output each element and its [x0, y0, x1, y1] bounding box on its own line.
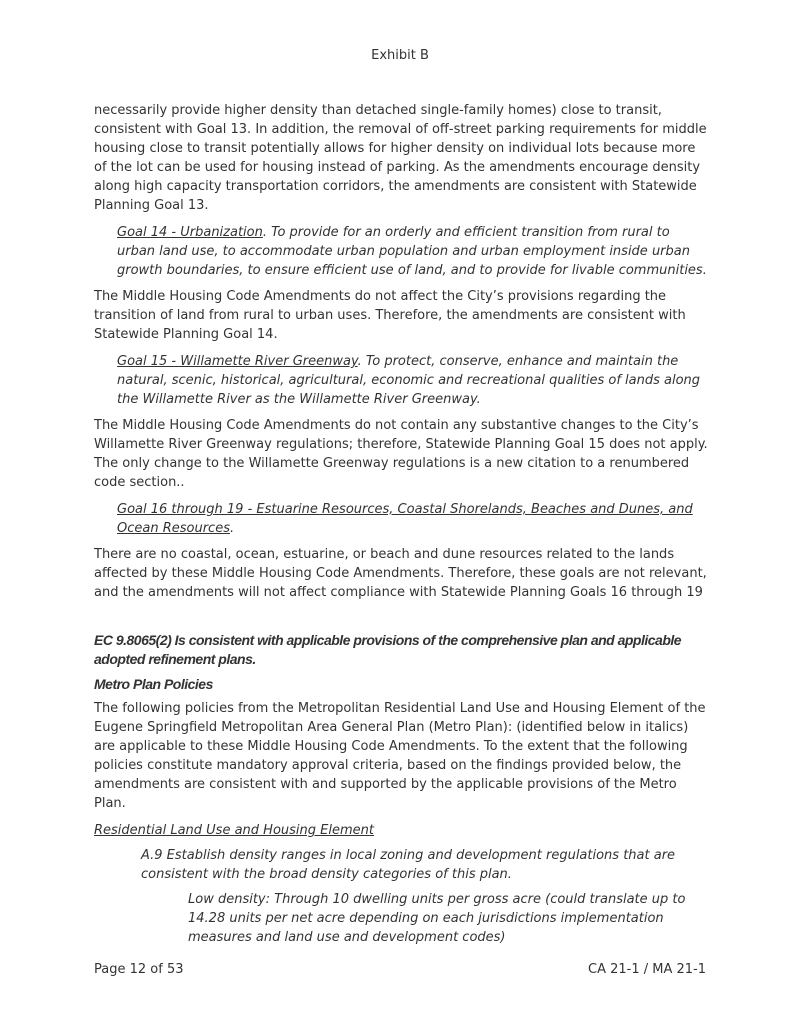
goal-16-19-title: Goal 16 through 19 - Estuarine Resources, Coastal Shorelands, Beaches and Dunes, and Ocean Resources	[117, 502, 693, 536]
paragraph-metro-intro: The following policies from the Metropolitan Residential Land Use and Housing Element of the Eugene Springfield Metropolitan Area General Plan (Metro Plan): (identified below in italics) are applicable to these Middle Housing Code Amendments. To the extent that the following policies constitute mandatory approval criteria, based on the findings provided below, the amendments are consistent with and supported by the applicable provisions of the Metro Plan.	[94, 701, 706, 811]
paragraph-goal16-19-findings: There are no coastal, ocean, estuarine, or beach and dune resources related to the lands affected by these Middle Housing Code Amendments. Therefore, these goals are not relevant, and the amendments will not affect compliance with Statewide Planning Goals 16 through 19	[94, 547, 707, 600]
policy-a9: A.9 Establish density ranges in local zoning and development regulations that are consistent with the broad density categories of this plan.	[141, 848, 676, 882]
low-density-definition: Low density: Through 10 dwelling units per gross acre (could translate up to 14.28 units per net acre depending on each jurisdictions implementation measures and land use and development codes)	[188, 892, 686, 945]
goal-16-19-quote	[117, 500, 710, 538]
paragraph-goal14-findings: The Middle Housing Code Amendments do not affect the City’s provisions regarding the transition of land from rural to urban uses. Therefore, the amendments are consistent with Statewide Planning Goal 14.	[94, 289, 686, 342]
page-number: Page 12 of 53	[94, 962, 184, 977]
section-heading-metro: Metro Plan Policies	[94, 676, 213, 692]
goal-15-text: . To protect, conserve, enhance and maintain the natural, scenic, historical, agricultural, economic and recreational qualities of lands along the Willamette River as the Willamette River Greenway.	[117, 354, 701, 407]
document-reference: CA 21-1 / MA 21-1	[588, 962, 706, 977]
goal-14-text: . To provide for an orderly and efficient transition from rural to urban land use, to accommodate urban population and urban employment inside urban growth boundaries, to ensure efficient use of land, and to provide for livable communities.	[117, 225, 707, 278]
section-heading-ec: EC 9.8065(2) Is consistent with applicable provisions of the comprehensive plan and applicable adopted refinement plans.	[94, 632, 682, 667]
paragraph-goal15-findings: The Middle Housing Code Amendments do not contain any substantive changes to the City’s Willamette River Greenway regulations; therefore, Statewide Planning Goal 15 does not apply. The only change to the Willamette Greenway regulations is a new citation to a renumbered code section..	[94, 418, 708, 490]
paragraph-goal13-findings: necessarily provide higher density than detached single-family homes) close to transit, consistent with Goal 13. In addition, the removal of off-street parking requirements for middle housing close to transit potentially allows for higher density on individual lots because more of the lot can be used for housing instead of parking. As the amendments encourage density along high capacity transportation corridors, the amendments are consistent with Statewide Planning Goal 13.	[94, 103, 707, 213]
goal-15-title: Goal 15 - Willamette River Greenway	[117, 354, 358, 369]
page-content	[94, 101, 710, 947]
page-header: Exhibit B	[371, 48, 429, 63]
goal-14-title: Goal 14 - Urbanization	[117, 225, 263, 240]
goal-16-19-text: .	[229, 521, 235, 536]
goal-14-quote	[117, 223, 710, 280]
goal-15-quote	[117, 352, 710, 409]
subheading-residential: Residential Land Use and Housing Element	[94, 823, 374, 838]
